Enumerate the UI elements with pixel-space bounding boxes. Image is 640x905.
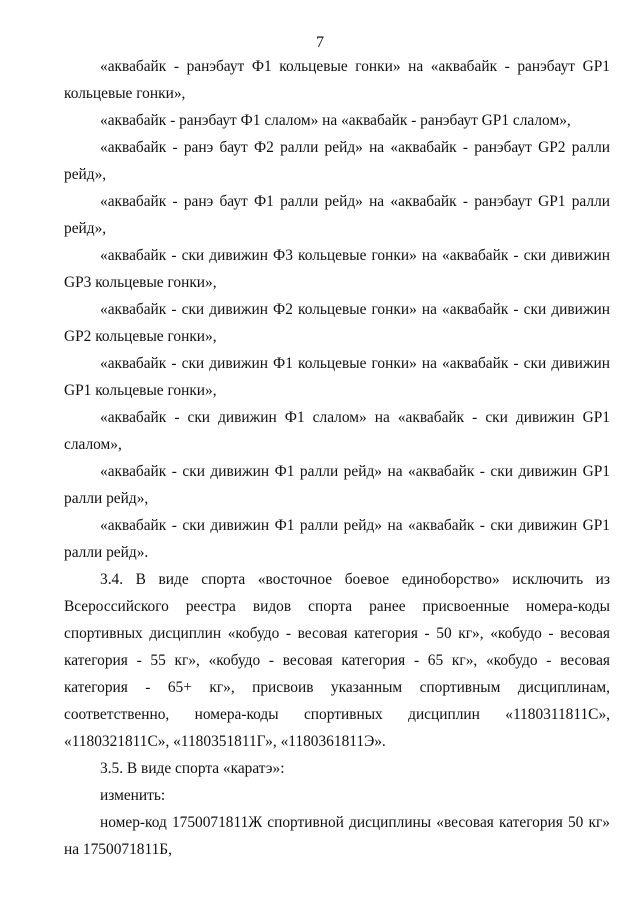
document-body bbox=[64, 53, 610, 863]
paragraph-change-heading: изменить: bbox=[100, 787, 166, 804]
paragraph-section-3-5: 3.5. В виде спорта «каратэ»: bbox=[100, 760, 285, 777]
paragraph-rename-10: «аквабайк - ски дивижин Ф1 ралли рейд» на «аквабайк - ски дивижин GP1 ралли рейд». bbox=[64, 517, 610, 561]
paragraph-rename-2: «аквабайк - ранэбаут Ф1 слалом» на «аквабайк - ранэбаут GP1 слалом», bbox=[100, 112, 571, 129]
paragraph-section-3-4: 3.4. В виде спорта «восточное боевое единоборство» исключить из Всероссийского реестра видов спорта ранее присвоенные номера-коды спортивных дисциплин «кобудо - весовая категория - 50 кг», «кобудо - весовая категория - 55 кг», «кобудо - весовая категория - 65 кг», «кобудо - весовая категория - 65+ кг», присвоив указанным спортивным дисциплинам, соответственно, номера-коды спортивных дисциплин «1180311811С», «1180321811С», «1180351811Г», «1180361811Э». bbox=[64, 571, 610, 750]
paragraph-rename-5: «аквабайк - ски дивижин Ф3 кольцевые гонки» на «аквабайк - ски дивижин GP3 кольцевые гонки», bbox=[64, 247, 610, 291]
paragraph-change-item: номер-код 1750071811Ж спортивной дисциплины «весовая категория 50 кг» на 1750071811Б, bbox=[64, 814, 610, 858]
paragraph-rename-6: «аквабайк - ски дивижин Ф2 кольцевые гонки» на «аквабайк - ски дивижин GP2 кольцевые гонки», bbox=[64, 301, 610, 345]
paragraph-rename-4: «аквабайк - ранэ баут Ф1 ралли рейд» на «аквабайк - ранэбаут GP1 ралли рейд», bbox=[64, 193, 610, 237]
paragraph-rename-7: «аквабайк - ски дивижин Ф1 кольцевые гонки» на «аквабайк - ски дивижин GP1 кольцевые гонки», bbox=[64, 355, 610, 399]
paragraph-rename-8: «аквабайк - ски дивижин Ф1 слалом» на «аквабайк - ски дивижин GP1 слалом», bbox=[64, 409, 610, 453]
paragraph-rename-9: «аквабайк - ски дивижин Ф1 ралли рейд» на «аквабайк - ски дивижин GP1 ралли рейд», bbox=[64, 463, 610, 507]
page-number: 7 bbox=[316, 34, 324, 51]
paragraph-rename-1: «аквабайк - ранэбаут Ф1 кольцевые гонки» на «аквабайк - ранэбаут GP1 кольцевые гонки», bbox=[64, 58, 610, 102]
paragraph-rename-3: «аквабайк - ранэ баут Ф2 ралли рейд» на «аквабайк - ранэбаут GP2 ралли рейд», bbox=[64, 139, 610, 183]
